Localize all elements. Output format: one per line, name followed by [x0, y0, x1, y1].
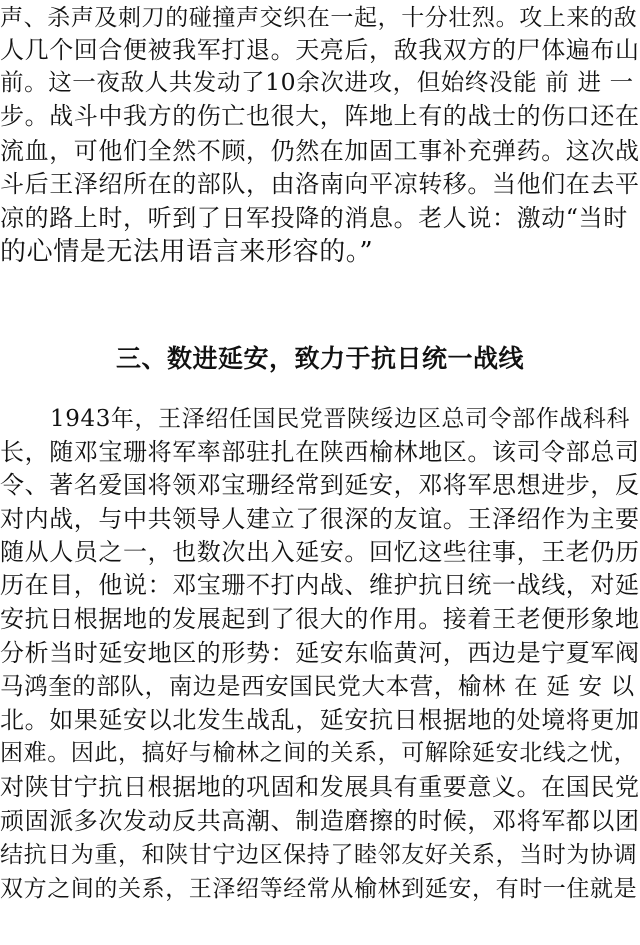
text-line: 声、杀声及刺刀的碰撞声交织在一起，十分壮烈。攻上来的敌	[0, 5, 638, 31]
text-line: 对陕甘宁抗日根据地的巩固和发展具有重要意义。在国民党	[0, 773, 640, 801]
text-line: 随从人员之一，也数次出入延安。回忆这些往事，王老仍历	[0, 538, 640, 566]
text-line: 困难。因此，搞好与榆林之间的关系，可解除延安北线之忧，	[0, 740, 638, 766]
section-heading: 三、数进延安，致力于抗日统一战线	[115, 344, 524, 373]
text-line: 历在目，他说：邓宝珊不打内战、维护抗日统一战线，对延	[0, 571, 640, 599]
text-line: 结抗日为重，和陕甘宁边区保持了睦邻友好关系，当时为协调	[0, 842, 638, 868]
text-line: 长，随邓宝珊将军率部驻扎在陕西榆林地区。该司令部总司	[0, 438, 640, 466]
text-line: 安抗日根据地的发展起到了很大的作用。接着王老便形象地	[0, 605, 640, 633]
text-line: 对内战，与中共领导人建立了很深的友谊。王泽绍作为主要	[0, 505, 640, 533]
text-line: 人几个回合便被我军打退。天亮后，敌我双方的尸体遍布山	[0, 36, 640, 64]
text-line: 分析当时延安地区的形势：延安东临黄河，西边是宁夏军阀	[0, 639, 640, 667]
text-line: 顽固派多次发动反共高潮、制造磨擦的时候，邓将军都以团	[0, 807, 640, 835]
text-line: 的心情是无法用语言来形容的。”	[0, 237, 374, 267]
text-line: 流血，可他们全然不顾，仍然在加固工事补充弹药。这次战	[0, 137, 640, 165]
text-line: 北。如果延安以北发生战乱，延安抗日根据地的处境将更加	[0, 706, 640, 734]
text-line: 凉的路上时，听到了日军投降的消息。老人说：激动“当时	[0, 204, 628, 232]
text-line: 1943年，王泽绍任国民党晋陕绥边区总司令部作战科科	[50, 406, 631, 432]
text-line: 前。这一夜敌人共发动了10余次进攻，但始终没能 前 进 一	[0, 68, 634, 96]
text-line: 令、著名爱国将领邓宝珊经常到延安，邓将军思想进步，反	[0, 471, 640, 499]
text-line: 马鸿奎的部队，南边是西安国民党大本营，榆林 在 延 安 以	[0, 672, 635, 700]
text-line: 斗后王泽绍所在的部队，由洛南向平凉转移。当他们在去平	[0, 170, 640, 198]
text-line: 双方之间的关系，王泽绍等经常从榆林到延安，有时一住就是	[0, 876, 638, 902]
text-line: 步。战斗中我方的伤亡也很大，阵地上有的战士的伤口还在	[0, 102, 640, 130]
